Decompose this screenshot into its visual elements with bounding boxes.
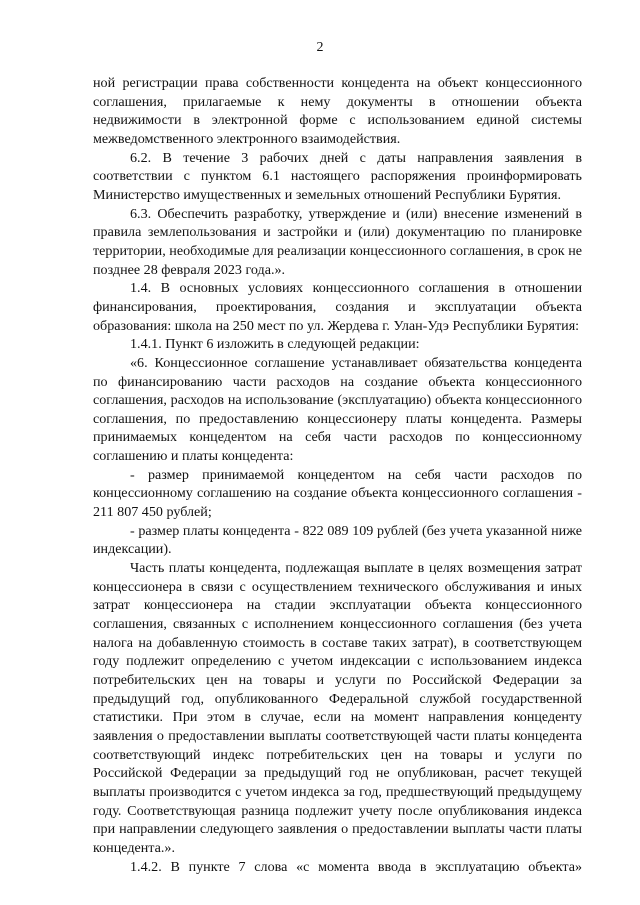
paragraph: 1.4.1. Пункт 6 изложить в следующей редакции: [130, 336, 420, 353]
page-number: 2 [316, 40, 324, 55]
paragraph: Часть платы концедента, подлежащая выплате в целях возмещения затрат концессионера в связи с осуществлением технического обслуживания и иных затрат концессионера на стадии эксплуатации объекта концессионного соглашения, связанных с исполнением концессионного соглашения (без учета налога на добавленную стоимость в составе таких затрат), в соответствующем году подлежит определению с учетом индексации с использованием индекса потребительских цен на товары и услуги по Российской Федерации за предыдущий год, опубликованного Федеральной службой государственной статистики. При этом в случае, если на момент направления концеденту заявления о предоставлении выплаты соответствующей части платы концедента соответствующий индекс потребительских цен на товары и услуги по Российской Федерации за предыдущий год не опубликован, расчет текущей выплаты производится с учетом индекса за год, предшествующий предыдущему году. Соответствующая разница подлежит учету после опубликования индекса при направлении следующего заявления о предоставлении выплаты части платы концедента.». [93, 560, 582, 856]
paragraph: - размер платы концедента - 822 089 109 рублей (без учета указанной ниже индексации). [93, 522, 582, 558]
paragraph: «6. Концессионное соглашение устанавливает обязательства концедента по финансированию части расходов на создание объекта концессионного соглашения, расходов на использование (эксплуатацию) объекта концессионного соглашения, по предоставлению концессионеру платы концедента. Размеры принимаемых концедентом на себя части расходов по концессионному соглашению и платы концедента: [93, 354, 582, 465]
document-body [93, 74, 582, 876]
paragraph: ной регистрации права собственности концедента на объект концессионного соглашения, прилагаемые к нему документы в отношении объекта недвижимости в электронной форме с использованием единой системы межведомственного электронного взаимодействия. [93, 75, 582, 147]
paragraph: 6.2. В течение 3 рабочих дней с даты направления заявления в соответствии с пунктом 6.1 настоящего распоряжения проинформировать Министерство имущественных и земельных отношений Республики Бурятия. [93, 149, 582, 203]
paragraph: - размер принимаемой концедентом на себя части расходов по концессионному соглашению на создание объекта концессионного соглашения - 211 807 450 рублей; [93, 466, 582, 521]
paragraph: 1.4. В основных условиях концессионного соглашения в отношении финансирования, проектирования, создания и эксплуатации объекта образования: школа на 250 мест по ул. Жердева г. Улан-Удэ Республики Бурятия: [93, 280, 582, 334]
paragraph: 1.4.2. В пункте 7 слова «с момента ввода в эксплуатацию объекта» [130, 858, 582, 875]
paragraph: 6.3. Обеспечить разработку, утверждение и (или) внесение изменений в правила землепользования и застройки и (или) документацию по планировке территории, необходимые для реализации концессионного соглашения, в срок не позднее 28 февраля 2023 года.». [93, 205, 582, 278]
